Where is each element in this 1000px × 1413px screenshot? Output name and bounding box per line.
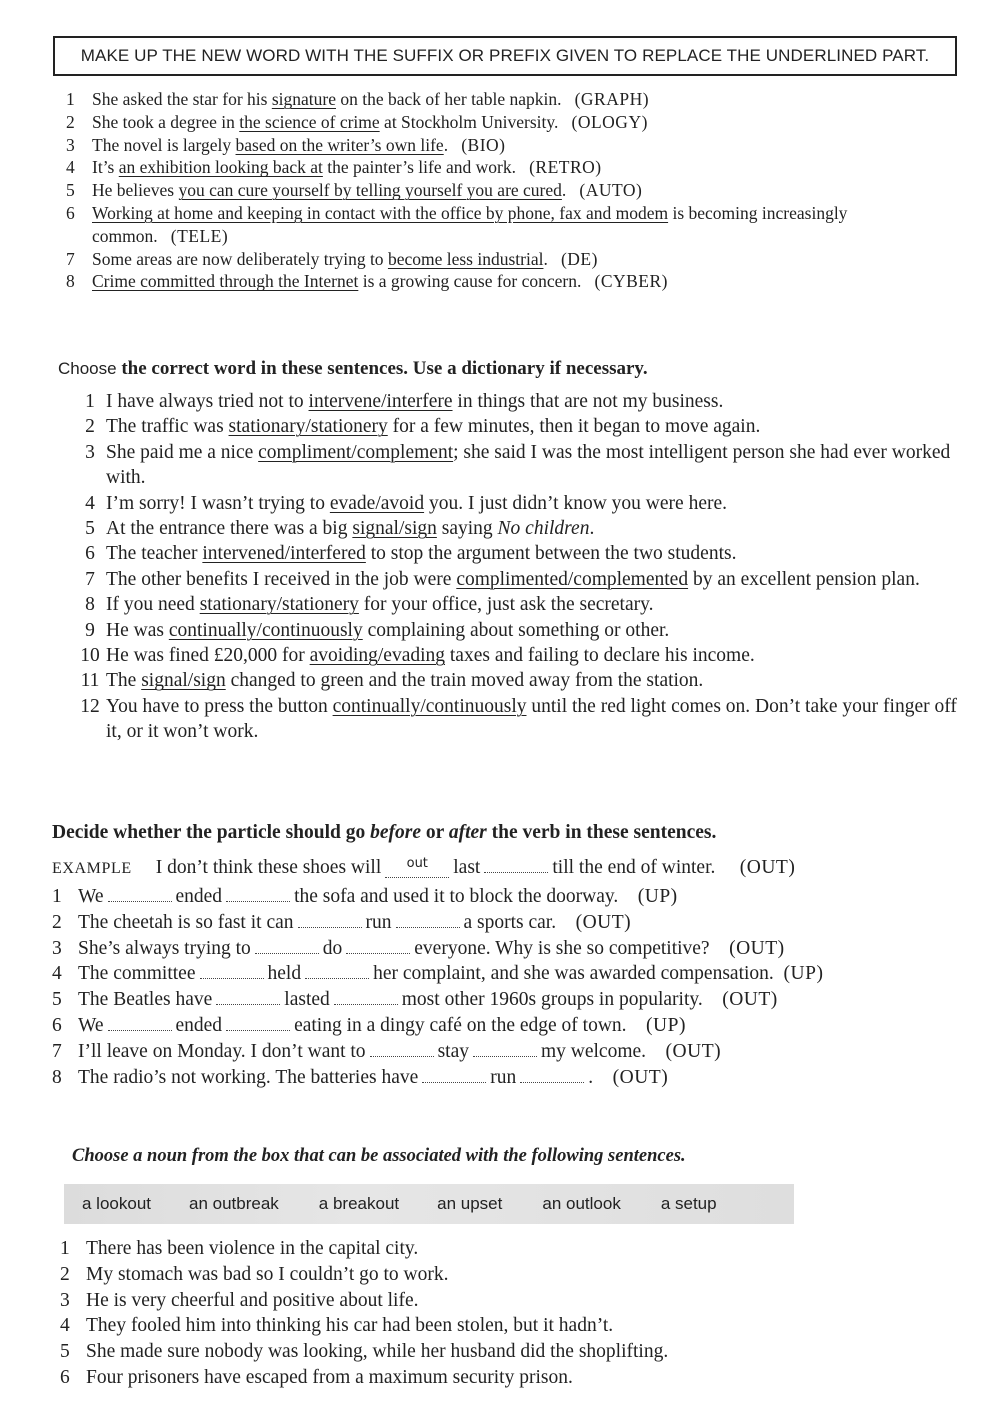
list-item: 5 The Beatles have lasted most other 1960s groups in popularity. (OUT) bbox=[52, 987, 972, 1013]
underlined-phrase: an exhibition looking back at bbox=[118, 157, 323, 178]
list-item: 3 She’s always trying to do everyone. Why is she so competitive? (OUT) bbox=[52, 936, 972, 962]
list-item: 6 Working at home and keeping in contact with the office by phone, fax and modem is becoming increasingly common. (TELE) bbox=[66, 202, 848, 246]
item-number: 4 bbox=[85, 492, 95, 514]
item-number: 4 bbox=[60, 1315, 70, 1337]
item-number: 3 bbox=[52, 937, 62, 959]
item-number: 9 bbox=[85, 619, 95, 641]
item-number: 5 bbox=[66, 180, 75, 201]
item-number: 2 bbox=[66, 111, 75, 132]
word-choice: evade/avoid bbox=[329, 492, 425, 514]
word-choice: signal/sign bbox=[352, 518, 437, 540]
list-item: 7 Some areas are now deliberately trying to become less industrial. (DE) bbox=[66, 248, 598, 269]
item-number: 7 bbox=[85, 568, 95, 590]
word-choice: signal/sign bbox=[141, 670, 226, 692]
answer-blank[interactable] bbox=[200, 964, 264, 979]
answer-blank[interactable] bbox=[108, 887, 172, 902]
list-item: 9 He was continually/continuously complaining about something or other. bbox=[74, 618, 964, 643]
prompt-tag: (CYBER) bbox=[594, 271, 668, 292]
section1-list bbox=[66, 88, 946, 293]
list-item: 6 We ended eating in a dingy café on the edge of town. (UP) bbox=[52, 1013, 972, 1039]
list-item: 12 You have to press the button continually/continuously until the red light comes on. Don’t take your finger off it, or it won’t work. bbox=[74, 694, 964, 745]
item-number: 1 bbox=[52, 886, 62, 907]
item-number: 5 bbox=[60, 1341, 70, 1363]
item-number: 4 bbox=[52, 963, 62, 985]
list-item: 6 Four prisoners have escaped from a maximum security prison. bbox=[60, 1365, 960, 1391]
answer-blank[interactable] bbox=[396, 913, 460, 928]
prompt-tag: (RETRO) bbox=[529, 157, 602, 178]
item-number: 10 bbox=[80, 645, 100, 667]
underlined-phrase: signature bbox=[271, 89, 336, 109]
word-choice: stationary/stationery bbox=[199, 594, 359, 616]
section4-heading: Choose a noun from the box that can be associated with the following sentences. bbox=[72, 1146, 686, 1166]
list-item: 4 I’m sorry! I wasn’t trying to evade/avoid you. I just didn’t know you were here. bbox=[74, 491, 964, 516]
prompt-tag: (OUT) bbox=[739, 857, 796, 878]
prompt-tag: (AUTO) bbox=[579, 180, 643, 201]
item-number: 7 bbox=[66, 248, 75, 269]
answer-blank[interactable] bbox=[108, 1016, 172, 1031]
item-number: 3 bbox=[60, 1289, 70, 1311]
prompt-tag: (UP) bbox=[783, 963, 824, 985]
prompt-tag: (OUT) bbox=[612, 1066, 669, 1088]
item-number: 1 bbox=[60, 1238, 70, 1259]
item-number: 6 bbox=[52, 1014, 62, 1036]
answer-blank[interactable] bbox=[422, 1068, 486, 1083]
word-choice: complimented/complemented bbox=[456, 568, 689, 590]
item-number: 1 bbox=[66, 89, 75, 109]
item-number: 8 bbox=[85, 594, 95, 616]
item-number: 3 bbox=[85, 441, 95, 463]
prompt-tag: (OUT) bbox=[575, 911, 632, 933]
answer-blank[interactable] bbox=[370, 1042, 434, 1057]
prompt-tag: (OUT) bbox=[729, 937, 785, 959]
list-item: 3 She paid me a nice compliment/complement; she said I was the most intelligent person she had ever worked with. bbox=[74, 440, 964, 491]
list-item: 8 If you need stationary/stationery for your office, just ask the secretary. bbox=[74, 592, 964, 617]
section2-heading: Choose the correct word in these sentences. Use a dictionary if necessary. bbox=[58, 358, 648, 379]
item-number: 2 bbox=[52, 911, 62, 933]
answer-blank[interactable] bbox=[473, 1042, 537, 1057]
item-number: 5 bbox=[85, 518, 95, 540]
underlined-phrase: Crime committed through the Internet bbox=[92, 271, 359, 292]
list-item: 4 The committee held her complaint, and she was awarded compensation. (UP) bbox=[52, 961, 972, 987]
item-number: 6 bbox=[60, 1366, 70, 1388]
answer-blank[interactable] bbox=[346, 939, 410, 954]
noun-option: an upset bbox=[437, 1194, 503, 1213]
item-number: 2 bbox=[60, 1263, 70, 1285]
list-item: 1 I have always tried not to intervene/interfere in things that are not my business. bbox=[74, 389, 964, 414]
list-item: 4 They fooled him into thinking his car had been stolen, but it hadn’t. bbox=[60, 1313, 960, 1339]
noun-box bbox=[64, 1184, 794, 1224]
list-item: 8 Crime committed through the Internet is a growing cause for concern. (CYBER) bbox=[66, 271, 668, 292]
prompt-tag: (GRAPH) bbox=[574, 89, 650, 109]
prompt-tag: (OLOGY) bbox=[571, 111, 648, 132]
prompt-tag: (BIO) bbox=[461, 134, 506, 155]
prompt-tag: (TELE) bbox=[170, 225, 229, 246]
list-item: 2 My stomach was bad so I couldn’t go to work. bbox=[60, 1262, 960, 1288]
word-choice: avoiding/evading bbox=[309, 645, 446, 667]
underlined-phrase: you can cure yourself by telling yourself you are cured bbox=[178, 180, 562, 201]
item-number: 1 bbox=[85, 391, 95, 412]
item-number: 2 bbox=[85, 416, 95, 438]
section3-list bbox=[52, 855, 972, 1090]
section1-title: MAKE UP THE NEW WORD WITH THE SUFFIX OR PREFIX GIVEN TO REPLACE THE UNDERLINED PART. bbox=[53, 36, 957, 76]
section3-heading: Decide whether the particle should go before or after the verb in these sentences. bbox=[52, 822, 717, 843]
list-item: 8 The radio’s not working. The batteries have run . (OUT) bbox=[52, 1065, 972, 1091]
answer-blank[interactable] bbox=[226, 887, 290, 902]
item-number: 6 bbox=[66, 202, 75, 223]
prompt-tag: (OUT) bbox=[722, 989, 778, 1011]
noun-option: a setup bbox=[660, 1194, 717, 1213]
item-number: 4 bbox=[66, 157, 75, 178]
list-item: 7 I’ll leave on Monday. I don’t want to stay my welcome. (OUT) bbox=[52, 1039, 972, 1065]
noun-option: a lookout bbox=[82, 1194, 151, 1213]
prompt-tag: (UP) bbox=[646, 1014, 686, 1036]
list-item: 11 The signal/sign changed to green and the train moved away from the station. bbox=[74, 668, 964, 693]
item-number: 3 bbox=[66, 134, 75, 155]
item-number: 11 bbox=[80, 670, 100, 692]
list-item: 6 The teacher intervened/interfered to stop the argument between the two students. bbox=[74, 541, 964, 566]
word-choice: continually/continuously bbox=[332, 695, 527, 717]
answer-blank[interactable] bbox=[298, 913, 362, 928]
answer-blank[interactable] bbox=[520, 1068, 584, 1083]
answer-blank[interactable] bbox=[255, 939, 319, 954]
item-number: 6 bbox=[85, 543, 95, 565]
section4-list bbox=[60, 1236, 960, 1391]
item-number: 12 bbox=[80, 695, 100, 717]
example-label: EXAMPLE bbox=[52, 860, 132, 877]
word-choice: compliment/complement bbox=[258, 441, 454, 463]
list-item: 2 The cheetah is so fast it can run a sports car. (OUT) bbox=[52, 910, 972, 936]
answer-blank[interactable] bbox=[226, 1016, 290, 1031]
answer-blank[interactable] bbox=[334, 990, 398, 1005]
list-item: 2 She took a degree in the science of crime at Stockholm University. (OLOGY) bbox=[66, 111, 648, 132]
word-choice: continually/continuously bbox=[168, 619, 363, 641]
filled-answer: out bbox=[385, 857, 449, 878]
item-number: 7 bbox=[52, 1040, 62, 1062]
prompt-tag: (OUT) bbox=[665, 1040, 722, 1062]
item-number: 8 bbox=[66, 271, 75, 292]
list-item: 1 She asked the star for his signature on the back of her table napkin. (GRAPH) bbox=[66, 89, 650, 109]
list-item: 10 He was fined £20,000 for avoiding/evading taxes and failing to declare his income. bbox=[74, 643, 964, 668]
noun-option: an outbreak bbox=[189, 1194, 279, 1213]
answer-blank[interactable] bbox=[305, 964, 369, 979]
underlined-phrase: based on the writer’s own life bbox=[235, 134, 444, 155]
answer-blank[interactable] bbox=[484, 858, 548, 873]
example-row: EXAMPLE I don’t think these shoes will out last till the end of winter. (OUT) bbox=[52, 856, 796, 878]
list-item: 7 The other benefits I received in the job were complimented/complemented by an excellent pension plan. bbox=[74, 567, 964, 592]
list-item: 3 He is very cheerful and positive about life. bbox=[60, 1288, 960, 1314]
underlined-phrase: the science of crime bbox=[239, 111, 380, 132]
word-choice: stationary/stationery bbox=[228, 416, 388, 438]
prompt-tag: (UP) bbox=[637, 886, 678, 907]
section2-list bbox=[74, 389, 964, 745]
list-item: 5 She made sure nobody was looking, while her husband did the shoplifting. bbox=[60, 1339, 960, 1365]
list-item: 1 There has been violence in the capital city. bbox=[60, 1236, 960, 1262]
underlined-phrase: become less industrial bbox=[387, 248, 544, 269]
noun-option: an outlook bbox=[542, 1194, 621, 1213]
list-item: 3 The novel is largely based on the writer’s own life. (BIO) bbox=[66, 134, 506, 155]
list-item: 2 The traffic was stationary/stationery for a few minutes, then it began to move again. bbox=[74, 414, 964, 439]
list-item: 5 He believes you can cure yourself by telling yourself you are cured. (AUTO) bbox=[66, 180, 643, 201]
underlined-phrase: Working at home and keeping in contact with the office by phone, fax and modem bbox=[92, 202, 669, 223]
word-choice: intervene/interfere bbox=[308, 391, 453, 412]
item-number: 8 bbox=[52, 1066, 62, 1088]
word-choice: intervened/interfered bbox=[202, 543, 366, 565]
noun-option: a breakout bbox=[318, 1194, 400, 1213]
list-item: 1 We ended the sofa and used it to block the doorway. (UP) bbox=[52, 884, 972, 910]
item-number: 5 bbox=[52, 989, 62, 1011]
answer-blank[interactable] bbox=[216, 990, 280, 1005]
list-item: 5 At the entrance there was a big signal/sign saying No children. bbox=[74, 516, 964, 541]
prompt-tag: (DE) bbox=[560, 248, 598, 269]
list-item: 4 It’s an exhibition looking back at the painter’s life and work. (RETRO) bbox=[66, 157, 602, 178]
